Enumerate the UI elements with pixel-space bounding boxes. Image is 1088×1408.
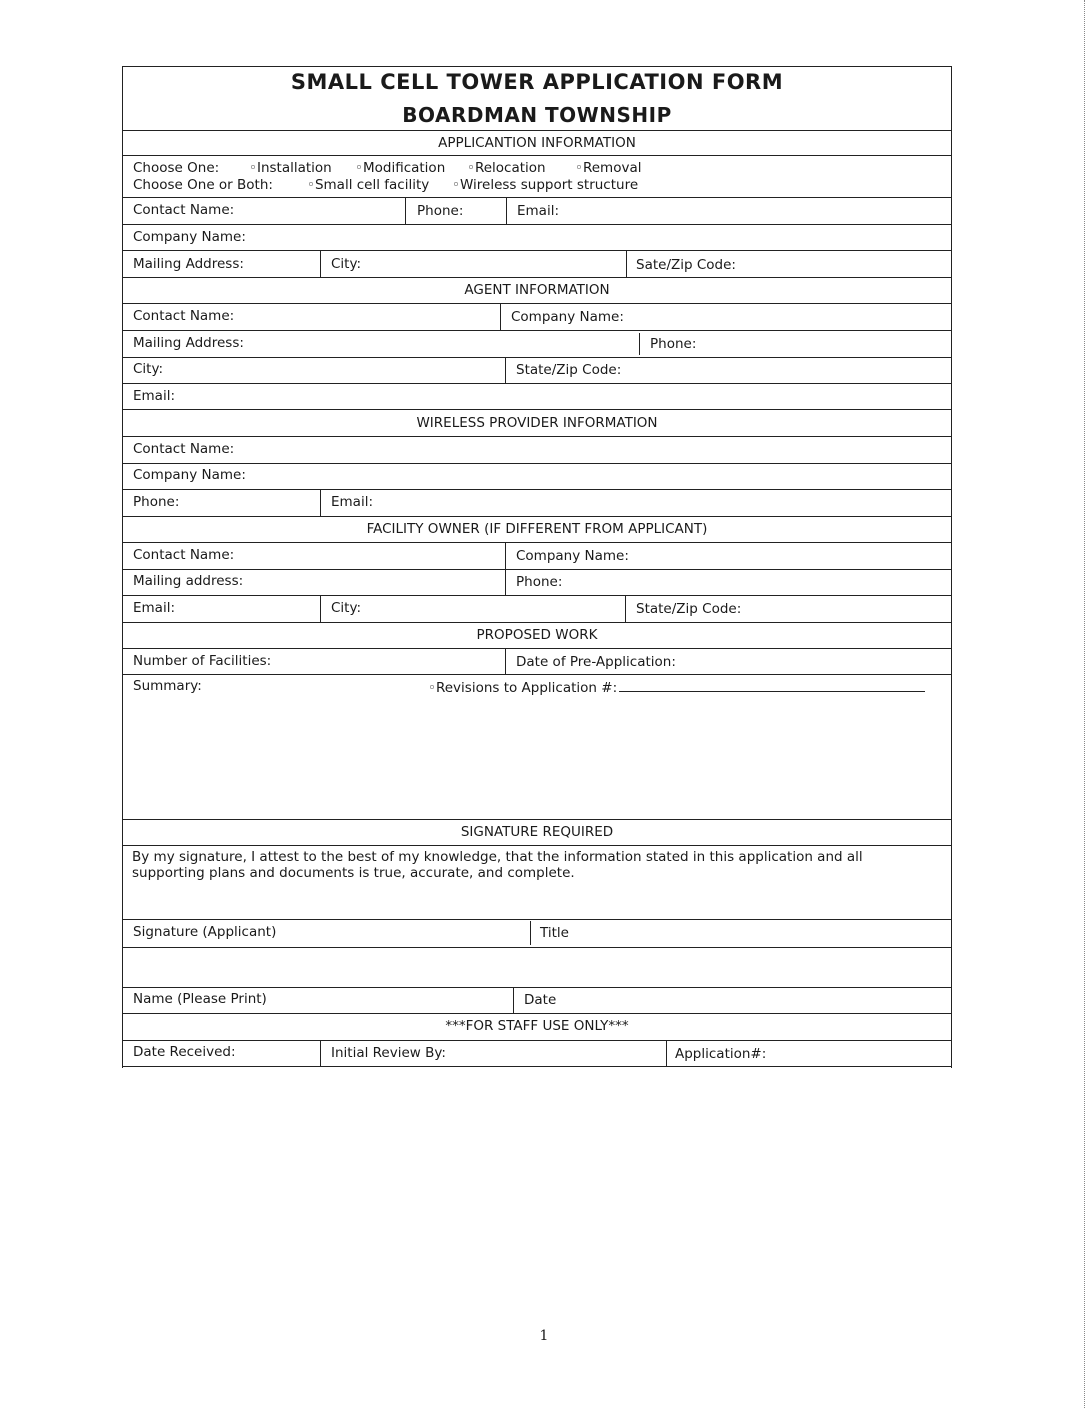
divider <box>123 197 951 198</box>
divider <box>123 542 951 543</box>
applicant-city-field[interactable]: City: <box>331 256 362 272</box>
section-heading-wireless-provider: WIRELESS PROVIDER INFORMATION <box>416 415 658 431</box>
applicant-state-zip-field[interactable]: Sate/Zip Code: <box>636 257 736 273</box>
divider <box>123 436 951 437</box>
option-wireless-support-structure[interactable]: ◦Wireless support structure <box>452 177 639 193</box>
divider <box>123 987 951 988</box>
title-field[interactable]: Title <box>540 925 569 941</box>
divider <box>123 303 951 304</box>
initial-review-by-field[interactable]: Initial Review By: <box>331 1045 446 1061</box>
name-print-field[interactable]: Name (Please Print) <box>133 991 267 1007</box>
owner-contact-name-field[interactable]: Contact Name: <box>133 547 235 563</box>
signature-applicant-field[interactable]: Signature (Applicant) <box>133 924 277 940</box>
divider <box>123 463 951 464</box>
date-field[interactable]: Date <box>524 992 557 1008</box>
divider <box>123 224 951 225</box>
form-subtitle: BOARDMAN TOWNSHIP <box>402 103 672 127</box>
divider <box>123 409 951 410</box>
divider <box>123 250 951 251</box>
divider <box>123 919 951 920</box>
application-form <box>122 66 952 1068</box>
owner-mailing-address-field[interactable]: Mailing address: <box>133 573 244 589</box>
owner-company-name-field[interactable]: Company Name: <box>516 548 629 564</box>
agent-company-name-field[interactable]: Company Name: <box>511 309 624 325</box>
applicant-mailing-address-field[interactable]: Mailing Address: <box>133 256 244 272</box>
owner-state-zip-field[interactable]: State/Zip Code: <box>636 601 742 617</box>
option-relocation[interactable]: ◦Relocation <box>467 160 546 176</box>
applicant-company-name-field[interactable]: Company Name: <box>133 229 246 245</box>
provider-contact-name-field[interactable]: Contact Name: <box>133 441 235 457</box>
agent-contact-name-field[interactable]: Contact Name: <box>133 308 235 324</box>
divider <box>123 330 951 331</box>
application-number-field[interactable]: Application#: <box>675 1046 767 1062</box>
applicant-contact-name-field[interactable]: Contact Name: <box>133 202 235 218</box>
choose-one-label: Choose One: <box>133 160 220 176</box>
revisions-input-line[interactable] <box>619 679 925 692</box>
provider-company-name-field[interactable]: Company Name: <box>133 467 246 483</box>
divider <box>123 277 951 278</box>
scan-edge <box>1084 0 1086 1408</box>
provider-phone-field[interactable]: Phone: <box>133 494 180 510</box>
divider <box>123 595 951 596</box>
agent-mailing-address-field[interactable]: Mailing Address: <box>133 335 244 351</box>
divider <box>123 155 951 156</box>
form-title: SMALL CELL TOWER APPLICATION FORM <box>290 70 784 94</box>
agent-state-zip-field[interactable]: State/Zip Code: <box>516 362 622 378</box>
divider <box>123 1066 951 1067</box>
number-of-facilities-field[interactable]: Number of Facilities: <box>133 653 272 669</box>
owner-email-field[interactable]: Email: <box>133 600 176 616</box>
divider <box>123 489 951 490</box>
owner-phone-field[interactable]: Phone: <box>516 574 563 590</box>
owner-city-field[interactable]: City: <box>331 600 362 616</box>
divider <box>123 845 951 846</box>
divider <box>123 648 951 649</box>
section-heading-agent: AGENT INFORMATION <box>464 282 610 298</box>
provider-email-field[interactable]: Email: <box>331 494 374 510</box>
section-heading-signature: SIGNATURE REQUIRED <box>460 824 614 840</box>
divider <box>123 622 951 623</box>
applicant-email-field[interactable]: Email: <box>517 203 560 219</box>
divider <box>123 383 951 384</box>
divider <box>123 130 951 131</box>
divider <box>123 1040 951 1041</box>
option-removal[interactable]: ◦Removal <box>575 160 642 176</box>
date-pre-application-field[interactable]: Date of Pre-Application: <box>516 654 676 670</box>
applicant-phone-field[interactable]: Phone: <box>417 203 464 219</box>
option-small-cell-facility[interactable]: ◦Small cell facility <box>307 177 430 193</box>
date-received-field[interactable]: Date Received: <box>133 1044 236 1060</box>
option-installation[interactable]: ◦Installation <box>249 160 332 176</box>
divider <box>123 947 951 948</box>
revisions-label: ◦Revisions to Application #: <box>428 680 618 696</box>
option-modification[interactable]: ◦Modification <box>355 160 446 176</box>
revisions-to-application[interactable] <box>428 679 925 696</box>
page-number: 1 <box>539 1328 549 1344</box>
section-heading-proposed-work: PROPOSED WORK <box>476 627 598 643</box>
section-heading-application: APPLICANTION INFORMATION <box>438 135 636 151</box>
divider <box>123 516 951 517</box>
divider <box>123 674 951 675</box>
divider <box>123 1013 951 1014</box>
choose-both-label: Choose One or Both: <box>133 177 273 193</box>
divider <box>123 819 951 820</box>
attestation-text: By my signature, I attest to the best of my knowledge, that the information stated in this application and all supporting plans and documents is true, accurate, and complete. <box>132 849 863 881</box>
divider <box>123 357 951 358</box>
summary-field[interactable]: Summary: <box>133 678 202 694</box>
divider <box>123 569 951 570</box>
section-heading-staff-use: ***FOR STAFF USE ONLY*** <box>445 1018 629 1034</box>
agent-phone-field[interactable]: Phone: <box>650 336 697 352</box>
agent-city-field[interactable]: City: <box>133 361 164 377</box>
agent-email-field[interactable]: Email: <box>133 388 176 404</box>
section-heading-facility-owner: FACILITY OWNER (IF DIFFERENT FROM APPLICANT) <box>366 521 708 537</box>
